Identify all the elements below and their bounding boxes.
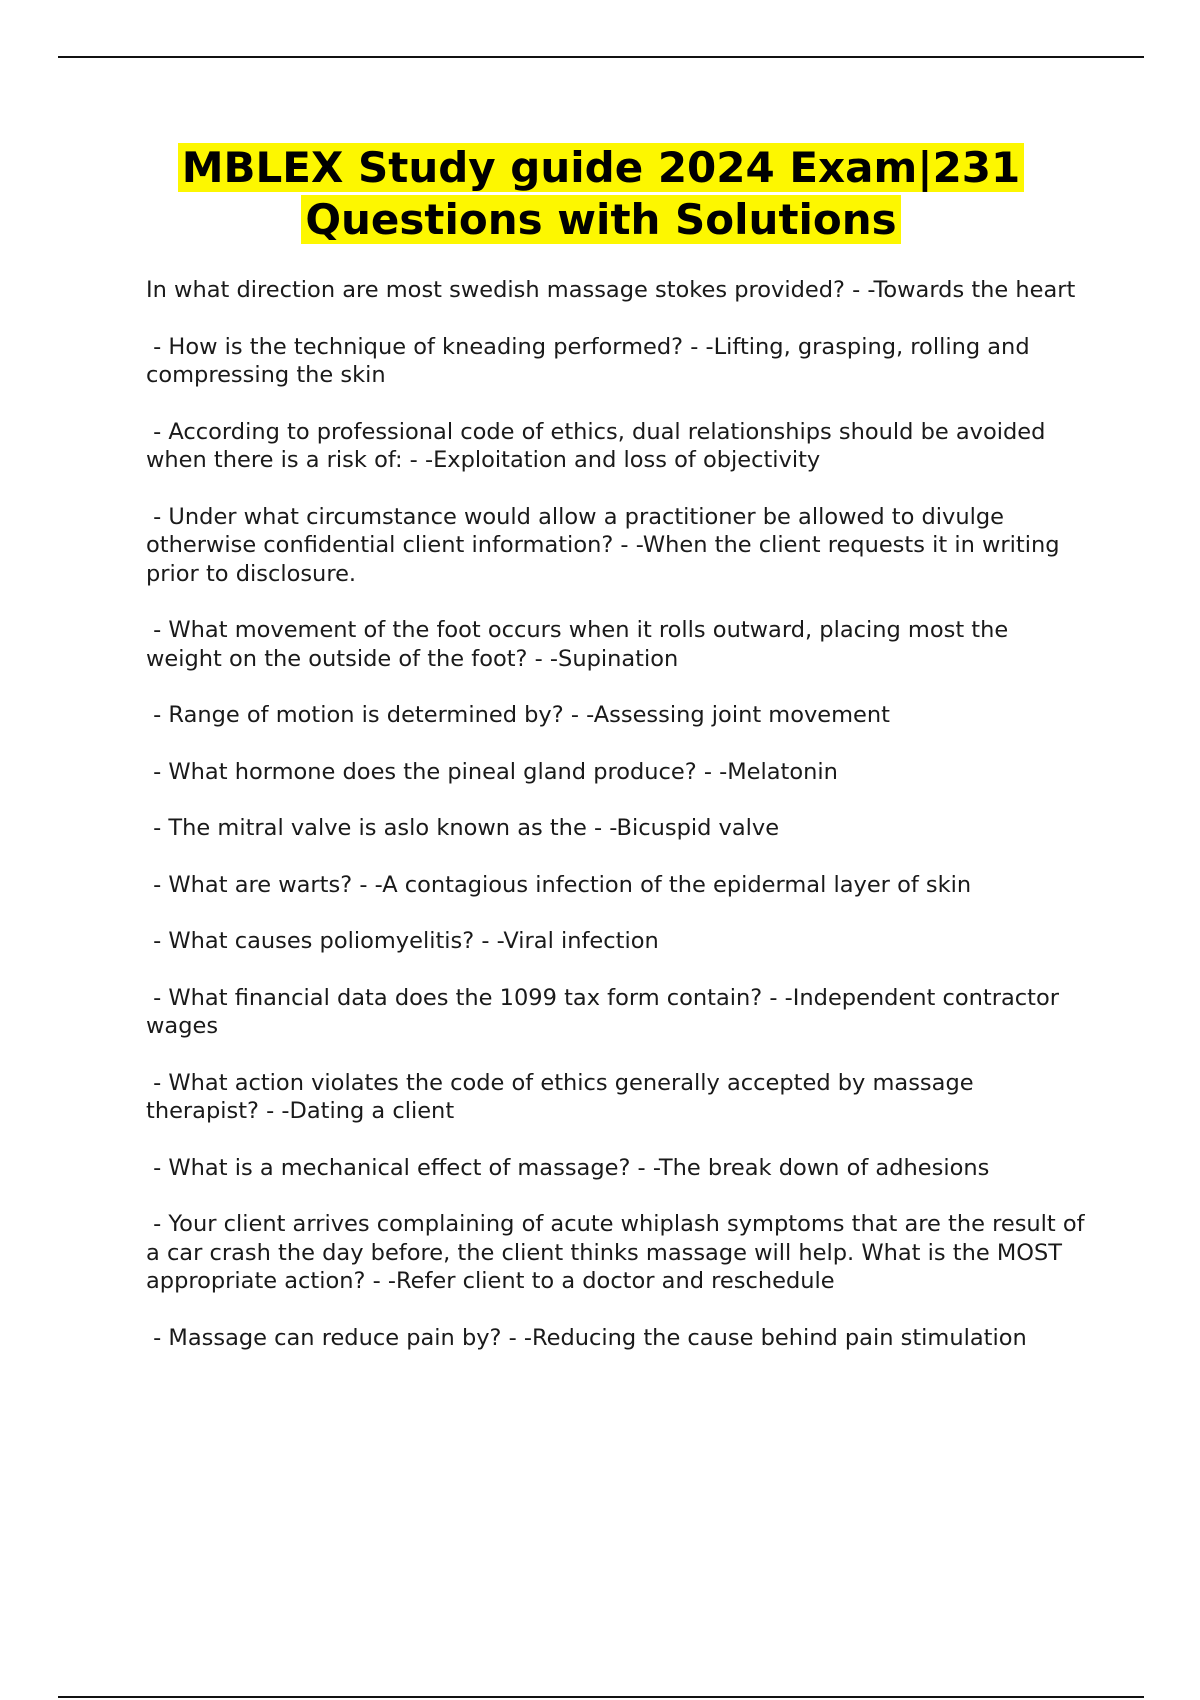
question-list [146, 276, 1092, 1380]
qa-item: - What are warts? - -A contagious infection of the epidermal layer of skin [146, 871, 972, 898]
title-line-2: Questions with Solutions [301, 195, 900, 244]
bottom-rule [58, 1696, 1144, 1698]
document-title [58, 142, 1144, 246]
qa-item: - Range of motion is determined by? - -Assessing joint movement [146, 702, 890, 728]
qa-item: - Your client arrives complaining of acute whiplash symptoms that are the result of a car crash the day before, the client thinks massage will help. What is the MOST appropriate action? - -Refer client to a doctor and reschedule [146, 1211, 1092, 1294]
title-line-1: MBLEX Study guide 2024 Exam|231 [178, 143, 1025, 192]
qa-item: - What financial data does the 1099 tax form contain? - -Independent contractor wages [146, 984, 1067, 1039]
qa-item: - How is the technique of kneading performed? - -Lifting, grasping, rolling and compressing the skin [146, 333, 1037, 388]
qa-item: - What causes poliomyelitis? - -Viral infection [146, 928, 659, 954]
qa-item: - According to professional code of ethics, dual relationships should be avoided when there is a risk of: - -Exploitation and loss of objectivity [146, 418, 1053, 473]
qa-item: - Under what circumstance would allow a practitioner be allowed to divulge otherwise confidential client information? - -When the client requests it in writing prior to disclosure. [146, 503, 1067, 587]
qa-item: - What movement of the foot occurs when it rolls outward, placing most the weight on the outside of the foot? - -Supination [146, 617, 1016, 672]
top-rule [58, 56, 1144, 58]
qa-item: - Massage can reduce pain by? - -Reducing the cause behind pain stimulation [146, 1324, 1027, 1351]
qa-item: - What is a mechanical effect of massage? - -The break down of adhesions [146, 1154, 990, 1181]
qa-item: - What hormone does the pineal gland produce? - -Melatonin [146, 758, 838, 785]
qa-item: - What action violates the code of ethics generally accepted by massage therapist? - -Dating a client [146, 1069, 981, 1124]
qa-item: - The mitral valve is aslo known as the - -Bicuspid valve [146, 815, 780, 841]
qa-item: In what direction are most swedish massage stokes provided? - -Towards the heart [146, 277, 1076, 303]
